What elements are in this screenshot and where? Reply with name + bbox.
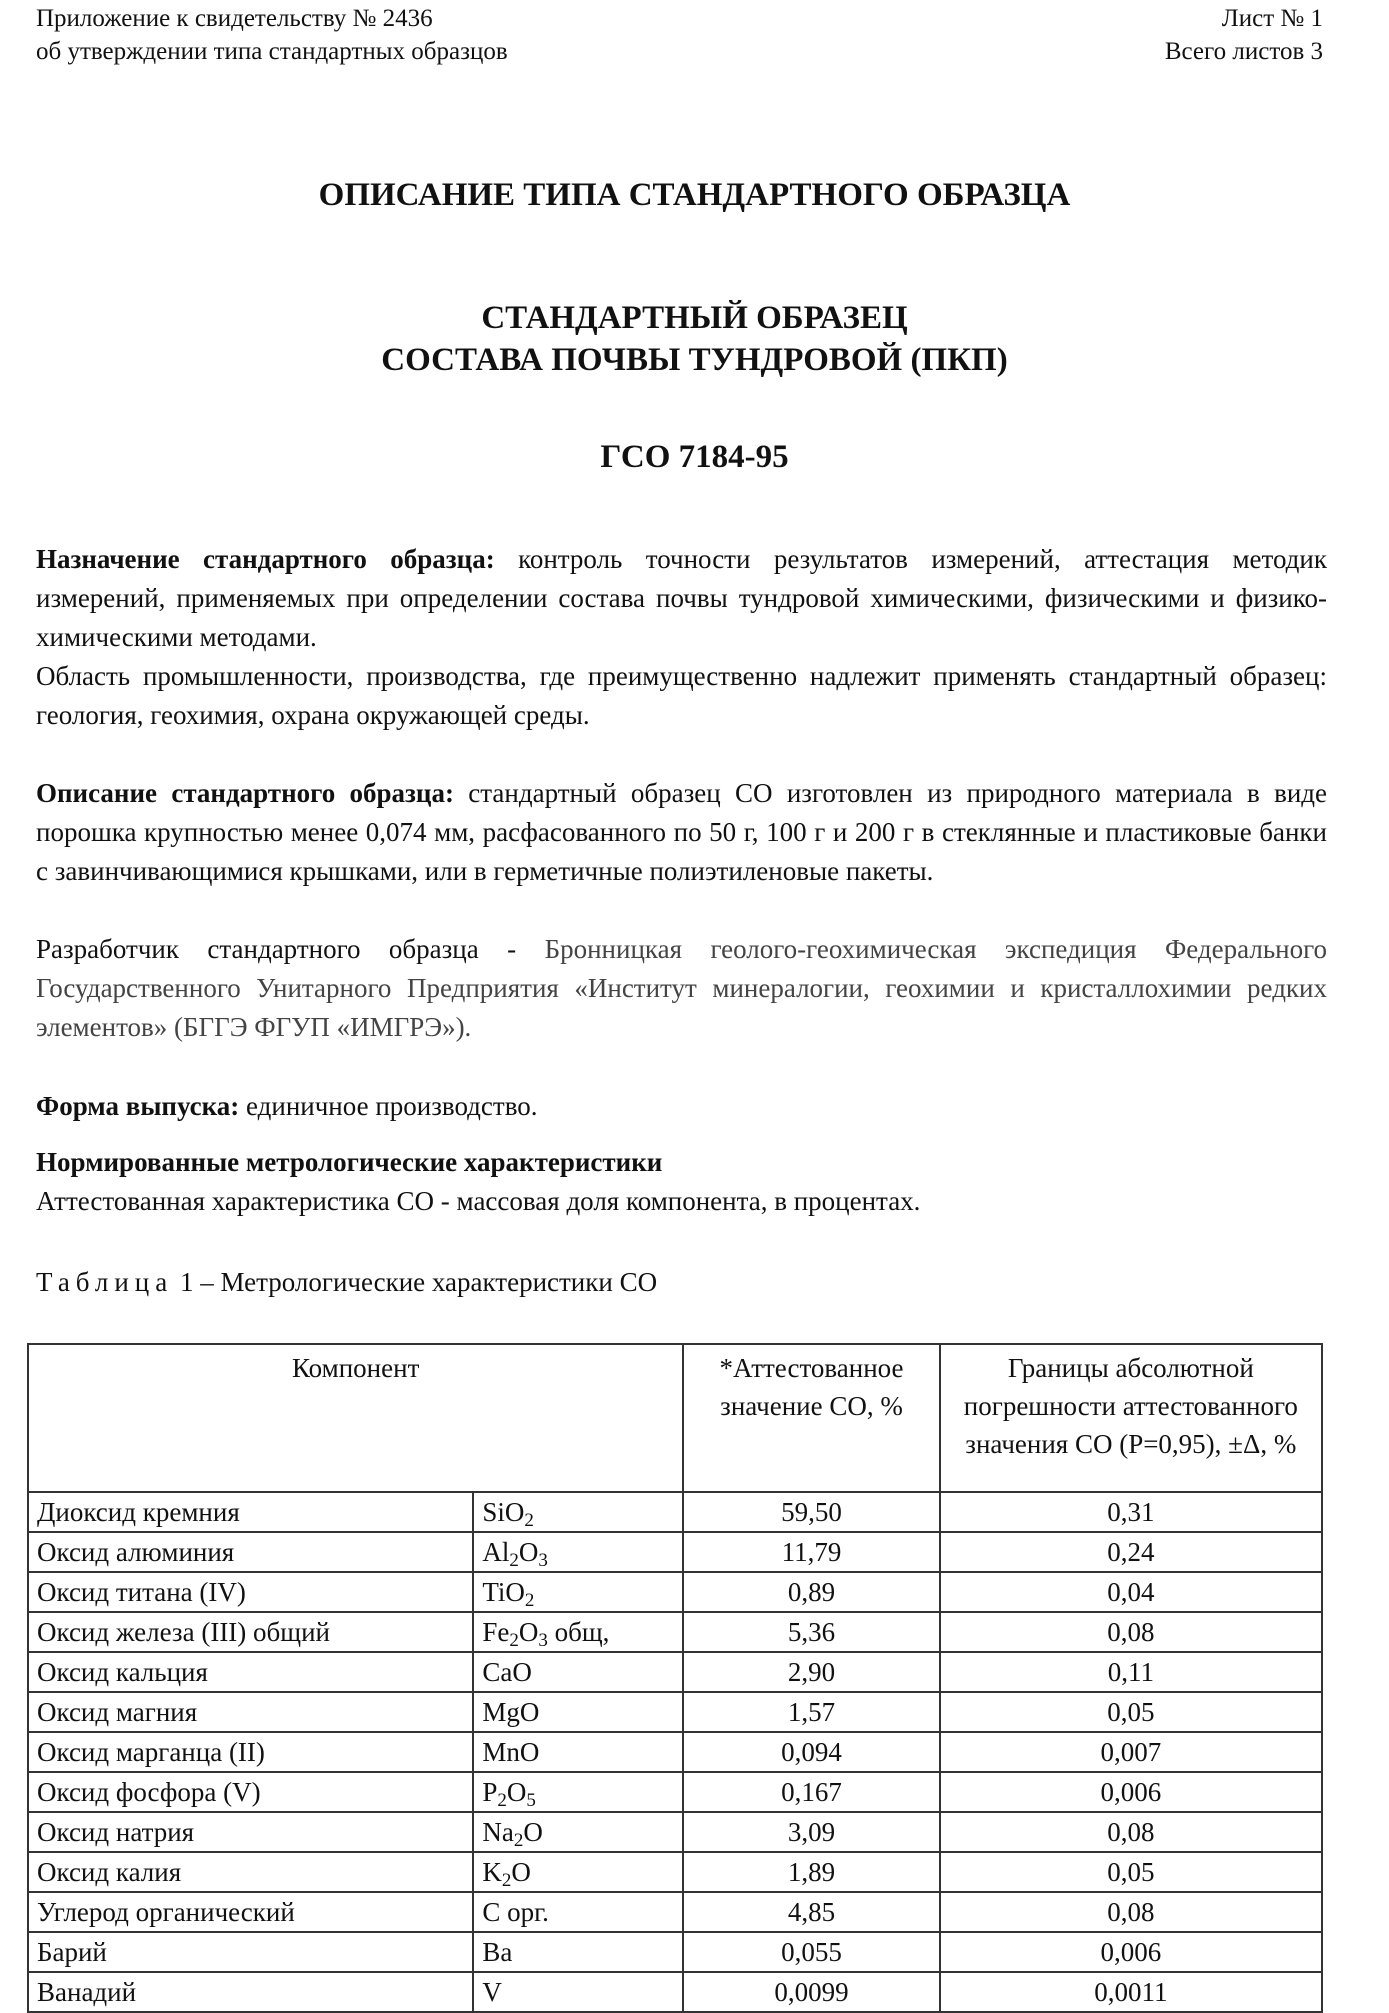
formula-sub2: 3 [538, 1550, 548, 1571]
component-formula [473, 1532, 683, 1572]
component-name: Оксид калия [28, 1852, 473, 1892]
error-bound: 0,0011 [940, 1972, 1322, 2012]
component-formula [473, 1772, 683, 1812]
error-bound: 0,007 [940, 1732, 1322, 1772]
metrology-text: Аттестованная характеристика СО - массовая доля компонента, в процентах. [36, 1186, 921, 1216]
component-name: Оксид алюминия [28, 1532, 473, 1572]
error-bound: 0,08 [940, 1812, 1322, 1852]
formula-base: Ba [482, 1937, 513, 1967]
release-form-paragraph [36, 1087, 1327, 1126]
formula-mid: O [523, 1817, 543, 1847]
formula-tail: общ, [547, 1617, 610, 1647]
certified-value: 4,85 [683, 1892, 939, 1932]
component-formula [473, 1932, 683, 1972]
sample-title [0, 297, 1389, 381]
table-row [28, 1532, 1322, 1572]
component-formula [473, 1892, 683, 1932]
component-formula [473, 1732, 683, 1772]
error-bound: 0,31 [940, 1492, 1322, 1532]
error-bound: 0,11 [940, 1652, 1322, 1692]
release-form-label: Форма выпуска: [36, 1091, 240, 1121]
formula-sub1: 2 [497, 1790, 507, 1811]
certified-value: 3,09 [683, 1812, 939, 1852]
component-formula [473, 1652, 683, 1692]
formula-mid: O [506, 1777, 527, 1807]
formula-sub1: 2 [524, 1510, 534, 1531]
table-row [28, 1812, 1322, 1852]
purpose-text: контроль точности результатов измерений, аттестация методик измерений, применяемых при определении состава почвы тундровой химическими, физическими и физико-химическими методами. [36, 544, 1327, 652]
table-row [28, 1852, 1322, 1892]
formula-base: P [482, 1777, 498, 1807]
component-name: Оксид фосфора (V) [28, 1772, 473, 1812]
certified-value: 11,79 [683, 1532, 939, 1572]
component-name: Оксид кальция [28, 1652, 473, 1692]
table-row [28, 1892, 1322, 1932]
error-bound: 0,24 [940, 1532, 1322, 1572]
formula-base: V [482, 1977, 502, 2007]
table-body [28, 1492, 1322, 2012]
component-formula [473, 1492, 683, 1532]
component-name: Оксид железа (III) общий [28, 1612, 473, 1652]
certified-value: 0,094 [683, 1732, 939, 1772]
component-name: Оксид натрия [28, 1812, 473, 1852]
table-caption [36, 1263, 657, 1302]
industry-text: Область промышленности, производства, где преимущественно надлежит применять стандартный образец: геология, геохимия, охрана окружающей среды. [36, 661, 1327, 730]
certified-value: 1,57 [683, 1692, 939, 1732]
table-row [28, 1492, 1322, 1532]
metrology-heading-text: Нормированные метрологические характеристики [36, 1147, 663, 1177]
table-row [28, 1612, 1322, 1652]
error-bound: 0,08 [940, 1612, 1322, 1652]
description-paragraph [36, 774, 1327, 891]
formula-sub2: 5 [526, 1790, 536, 1811]
component-name: Углерод органический [28, 1892, 473, 1932]
table-row [28, 1652, 1322, 1692]
table-caption-prefix: Таблица [36, 1267, 174, 1297]
developer-text: Бронницкая геолого-геохимическая экспедиция Федерального Государственного Унитарного Предприятия «Институт минералогии, геохимии и кристаллохимии редких элементов» (БГГЭ ФГУП «ИМГРЭ»). [36, 934, 1328, 1042]
table-row [28, 1772, 1322, 1812]
description-text: стандартный образец СО изготовлен из природного материала в виде порошка крупностью менее 0,074 мм, расфасованного по 50 г, 100 г и 200 г в стеклянные и пластиковые банки с завинчивающимися крышками, или в герметичные полиэтиленовые пакеты. [36, 778, 1327, 886]
sample-title-line1: СТАНДАРТНЫЙ ОБРАЗЕЦ [481, 300, 908, 336]
developer-paragraph [36, 930, 1327, 1047]
component-name: Барий [28, 1932, 473, 1972]
description-label: Описание стандартного образца: [36, 778, 454, 808]
component-name: Оксид титана (IV) [28, 1572, 473, 1612]
sample-title-line2: СОСТАВА ПОЧВЫ ТУНДРОВОЙ (ПКП) [381, 342, 1008, 378]
formula-base: MgO [482, 1697, 540, 1727]
certified-value: 0,055 [683, 1932, 939, 1972]
error-bound: 0,04 [940, 1572, 1322, 1612]
certified-value: 0,167 [683, 1772, 939, 1812]
release-form-text: единичное производство. [239, 1091, 538, 1121]
certificate-approval-line: об утверждении типа стандартных образцов [36, 38, 508, 65]
sheet-number: Лист № 1 [1221, 5, 1323, 32]
page-header-left [36, 2, 508, 68]
component-name: Оксид магния [28, 1692, 473, 1732]
formula-base: K [482, 1857, 502, 1887]
table-row [28, 1972, 1322, 2012]
table-row [28, 1572, 1322, 1612]
header-certified-value: *Аттестованное значение СО, % [683, 1344, 939, 1492]
error-bound: 0,05 [940, 1852, 1322, 1892]
certified-value: 0,89 [683, 1572, 939, 1612]
certified-value: 2,90 [683, 1652, 939, 1692]
formula-base: Al [482, 1537, 510, 1567]
component-formula [473, 1572, 683, 1612]
formula-sub1: 2 [524, 1590, 535, 1611]
header-component: Компонент [28, 1344, 683, 1492]
formula-base: Fe [482, 1617, 510, 1647]
industry-paragraph [36, 657, 1327, 735]
document-title: ОПИСАНИЕ ТИПА СТАНДАРТНОГО ОБРАЗЦА [318, 177, 1071, 213]
formula-sub1: 2 [509, 1550, 519, 1571]
certified-value: 0,0099 [683, 1972, 939, 2012]
page-header-right [1165, 2, 1323, 68]
component-formula [473, 1812, 683, 1852]
gso-code: ГСО 7184-95 [600, 439, 789, 475]
component-formula [473, 1972, 683, 2012]
formula-sub1: 2 [513, 1830, 524, 1851]
table-row [28, 1692, 1322, 1732]
formula-base: С орг. [482, 1897, 549, 1927]
component-name: Ванадий [28, 1972, 473, 2012]
formula-mid: O [518, 1617, 539, 1647]
formula-base: MnO [482, 1737, 540, 1767]
formula-base: SiO [482, 1497, 525, 1527]
formula-sub1: 2 [509, 1630, 519, 1651]
developer-label: Разработчик стандартного образца - [36, 934, 545, 964]
formula-sub1: 2 [501, 1870, 512, 1891]
table-row [28, 1732, 1322, 1772]
component-name: Оксид марганца (II) [28, 1732, 473, 1772]
error-bound: 0,006 [940, 1772, 1322, 1812]
component-formula [473, 1692, 683, 1732]
table-row [28, 1932, 1322, 1972]
formula-mid: O [511, 1857, 531, 1887]
certified-value: 1,89 [683, 1852, 939, 1892]
component-name: Диоксид кремния [28, 1492, 473, 1532]
formula-base: Na [482, 1817, 514, 1847]
error-bound: 0,05 [940, 1692, 1322, 1732]
purpose-label: Назначение стандартного образца: [36, 544, 495, 574]
component-formula [473, 1852, 683, 1892]
formula-base: TiO [482, 1577, 525, 1607]
table-header-row [28, 1344, 1322, 1492]
formula-sub2: 3 [538, 1630, 548, 1651]
formula-mid: O [518, 1537, 539, 1567]
header-error-bounds: Границы абсолютной погрешности аттестованного значения СО (Р=0,95), ±Δ, % [940, 1344, 1322, 1492]
certified-value: 59,50 [683, 1492, 939, 1532]
error-bound: 0,006 [940, 1932, 1322, 1972]
metrology-table [27, 1343, 1323, 2013]
certificate-appendix-line: Приложение к свидетельству № 2436 [36, 5, 433, 32]
error-bound: 0,08 [940, 1892, 1322, 1932]
table-caption-text: 1 – Метрологические характеристики СО [173, 1267, 658, 1297]
total-sheets: Всего листов 3 [1164, 38, 1323, 65]
metrology-heading [36, 1143, 1327, 1182]
formula-base: CaO [482, 1657, 532, 1687]
purpose-paragraph [36, 540, 1327, 657]
certified-value: 5,36 [683, 1612, 939, 1652]
component-formula [473, 1612, 683, 1652]
